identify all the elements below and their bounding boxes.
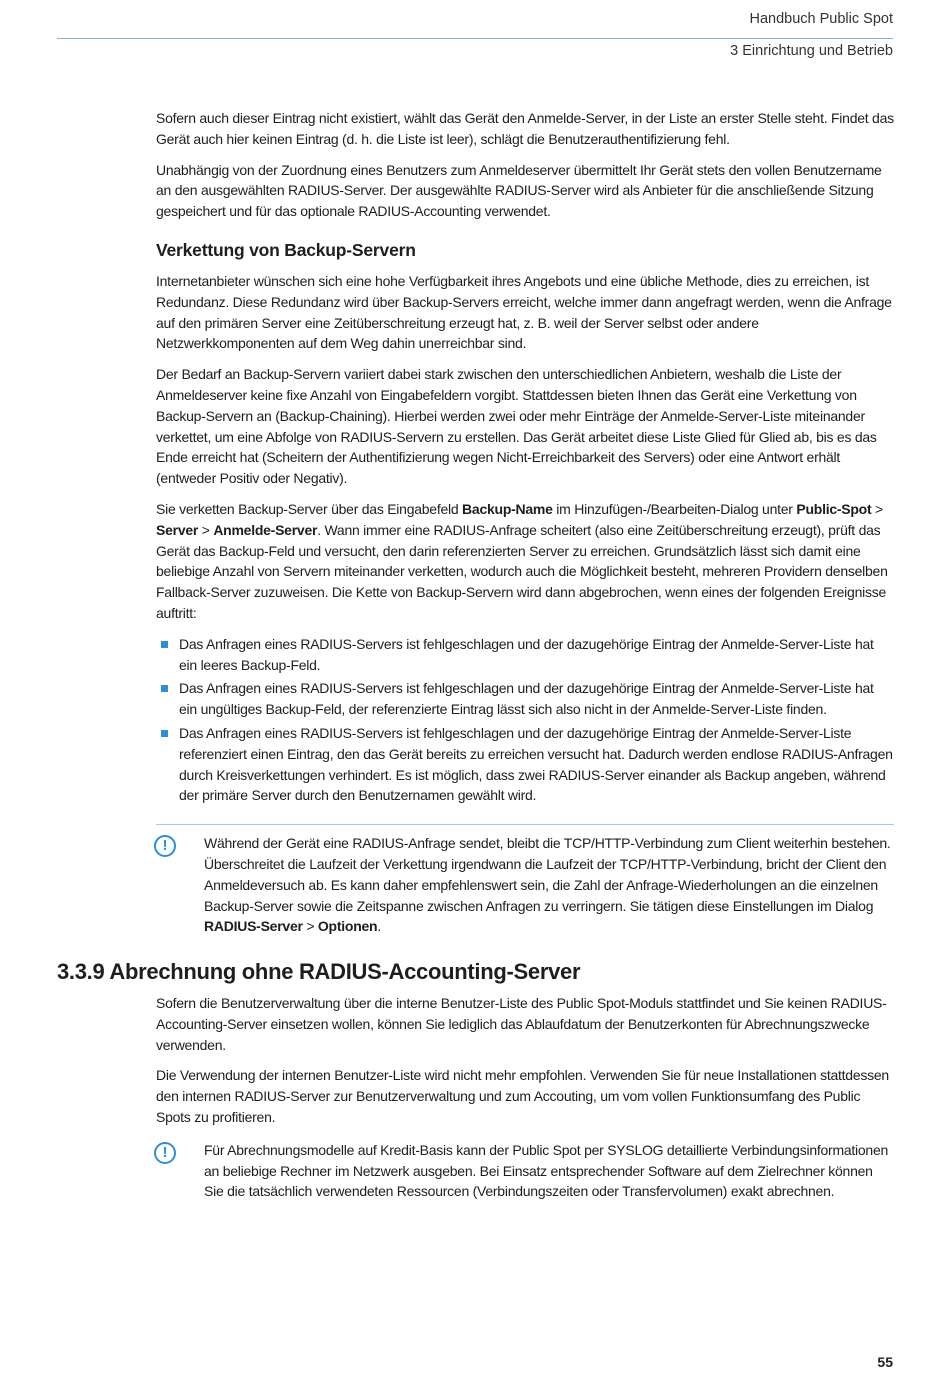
warning-icon: ! xyxy=(154,1142,176,1164)
ui-term-radius-server: RADIUS-Server xyxy=(204,918,303,935)
ui-term-anmelde-server: Anmelde-Server xyxy=(213,521,318,538)
text-run: im Hinzufügen-/Bearbeiten-Dialog unter xyxy=(552,500,797,517)
list-item-text: Das Anfragen eines RADIUS-Servers ist fehlgeschlagen und der dazugehörige Eintrag der Anmelde-Server-Liste hat ein leeres Backup-Feld. xyxy=(179,635,874,673)
ui-term-backup-name: Backup-Name xyxy=(462,500,553,517)
note-text: Für Abrechnungsmodelle auf Kredit-Basis kann der Public Spot per SYSLOG detaillierte Verbindungsinformationen an beliebige Rechner im Netzwerk ausgeben. Bei Einsatz entsprechender Software auf dem Zielrechner können Sie die tatsächlich verwendeten Ressourcen (Verbindungszeiten oder Transfervolumen) exakt abrechnen. xyxy=(204,1141,889,1200)
square-bullet-icon xyxy=(161,730,168,737)
text-run: Während der Gerät eine RADIUS-Anfrage sendet, bleibt die TCP/HTTP-Verbindung zum Client weiterhin bestehen. Überschreitet die Laufzeit der Verkettung irgendwann die Laufzeit der TCP/HTTP-Verbindung, bricht der Client den Anmeldeversuch ab. Es kann daher empfehlenswert sein, die Zahl der Anfrage-Wiederholungen an die einzelnen Backup-Server sowie die Zeitspanne zwischen Anfragen zu verringern. Sie tätigen diese Einstellungen im Dialog xyxy=(204,835,891,914)
abort-conditions-list xyxy=(156,634,894,806)
ui-term-server: Server xyxy=(156,521,199,538)
text-run: > xyxy=(871,500,883,517)
square-bullet-icon xyxy=(161,685,168,692)
text-run: > xyxy=(302,918,318,935)
text-run: . xyxy=(377,918,381,935)
text-run: . Wann immer eine RADIUS-Anfrage scheitert (also eine Zeitüberschreitung erzeugt), prüft das Gerät das Backup-Feld und versucht, den darin referenzierten Server zu erreichen. Grundsätzlich lässt sich damit eine beliebige Anzahl von Servern miteinander verketten, wodurch auch die Möglichkeit besteht, mehreren Providern denselben Fallback-Server zuzuweisen. Die Kette von Backup-Servern wird dann abgebrochen, wenn eines der folgenden Ereignisse auftritt: xyxy=(156,521,888,621)
subheading-backup-chaining: Verkettung von Backup-Servern xyxy=(156,239,416,260)
paragraph-deprecation: Die Verwendung der internen Benutzer-Liste wird nicht mehr empfohlen. Verwenden Sie für neue Installationen stattdessen den internen RADIUS-Server zur Benutzerverwaltung und zum Accouting, um vom vollen Funktionsumfang des Public Spots zu profitieren. xyxy=(156,1067,889,1126)
square-bullet-icon xyxy=(161,641,168,648)
paragraph-fallback: Sofern auch dieser Eintrag nicht existiert, wählt das Gerät den Anmelde-Server, in der Liste an erster Stelle steht. Findet das Gerät auch hier keinen Eintrag (d. h. die Liste ist leer), schlägt die Benutzerauthentifizierung fehl. xyxy=(156,110,894,147)
header-title: Handbuch Public Spot xyxy=(749,11,893,27)
ui-term-public-spot: Public-Spot xyxy=(796,500,872,517)
ui-term-optionen: Optionen xyxy=(317,918,378,935)
list-item-text: Das Anfragen eines RADIUS-Servers ist fehlgeschlagen und der dazugehörige Eintrag der Anmelde-Server-Liste referenziert einen Eintrag, den das Gerät bereits zu erreichen versucht hat. Dadurch werden endlose RADIUS-Anfragen durch Kreisverkettungen verhindert. Es ist möglich, dass zwei RADIUS-Server einander als Backup angeben, während der primäre Server durch den Benutzernamen gewählt wird. xyxy=(179,724,893,804)
list-item xyxy=(156,678,894,720)
paragraph-redundancy: Internetanbieter wünschen sich eine hohe Verfügbarkeit ihres Angebots und eine übliche Methode, dies zu erreichen, ist Redundanz. Diese Redundanz wird über Backup-Servers erreicht, welche immer dann angefragt werden, wenn die Anfrage auf den primären Server eine Zeitüberschreitung erzeugt hat, z. B. weil der Server selbst oder andere Netzwerkkomponenten auf dem Weg dahin unerreichbar sind. xyxy=(156,272,892,352)
paragraph-username: Unabhängig von der Zuordnung eines Benutzers zum Anmeldeserver übermittelt Ihr Gerät stets den vollen Benutzername an den ausgewählten RADIUS-Server. Der ausgewählte RADIUS-Server wird als Anbieter für die anschließende Sitzung gespeichert und für das optionale RADIUS-Accounting verwendet. xyxy=(156,161,882,220)
paragraph-chaining-config xyxy=(156,499,894,624)
header-chapter: 3 Einrichtung und Betrieb xyxy=(730,43,893,59)
paragraph-backup-demand: Der Bedarf an Backup-Servern variiert dabei stark zwischen den unterschiedlichen Anbietern, weshalb die Liste der Anmeldeserver keine fixe Anzahl von Eingabefeldern vorgibt. Stattdessen bieten Ihnen das Gerät eine Verkettung von Backup-Servern an (Backup-Chaining). Hierbei werden zwei oder mehr Einträge der Anmelde-Server-Liste miteinander verkettet, um eine Abfolge von RADIUS-Servern zu erstellen. Das Gerät arbeitet diese Liste Glied für Glied ab, bis es das Ende erreicht hat (Scheitern der Authentifizierung wegen Nicht-Erreichbarkeit des Servers) oder eine Antwort erhält (entweder Positiv oder Negativ). xyxy=(156,366,877,487)
list-item-text: Das Anfragen eines RADIUS-Servers ist fehlgeschlagen und der dazugehörige Eintrag der Anmelde-Server-Liste hat ein ungültiges Backup-Feld, der referenzierte Eintrag lässt sich also nicht in der Anmelde-Server-Liste finden. xyxy=(179,680,874,718)
header-rule xyxy=(57,38,893,39)
note-box-tcp-timeout xyxy=(156,824,894,937)
list-item xyxy=(156,634,894,676)
warning-icon: ! xyxy=(154,835,176,857)
section-heading: 3.3.9 Abrechnung ohne RADIUS-Accounting-Server xyxy=(57,959,581,985)
paragraph-expiry-accounting: Sofern die Benutzerverwaltung über die interne Benutzer-Liste des Public Spot-Moduls stattfindet und Sie keinen RADIUS-Accounting-Server einsetzen wollen, können Sie lediglich das Ablaufdatum der Benutzerkonten für Abrechnungszwecke verwenden. xyxy=(156,995,887,1053)
note-text xyxy=(204,833,894,937)
page-content xyxy=(57,108,894,1216)
list-item xyxy=(156,723,894,806)
text-run: > xyxy=(198,521,214,538)
page-number: 55 xyxy=(877,1354,893,1370)
text-run: Sie verketten Backup-Server über das Eingabefeld xyxy=(156,500,463,517)
note-box-syslog xyxy=(156,1140,894,1202)
